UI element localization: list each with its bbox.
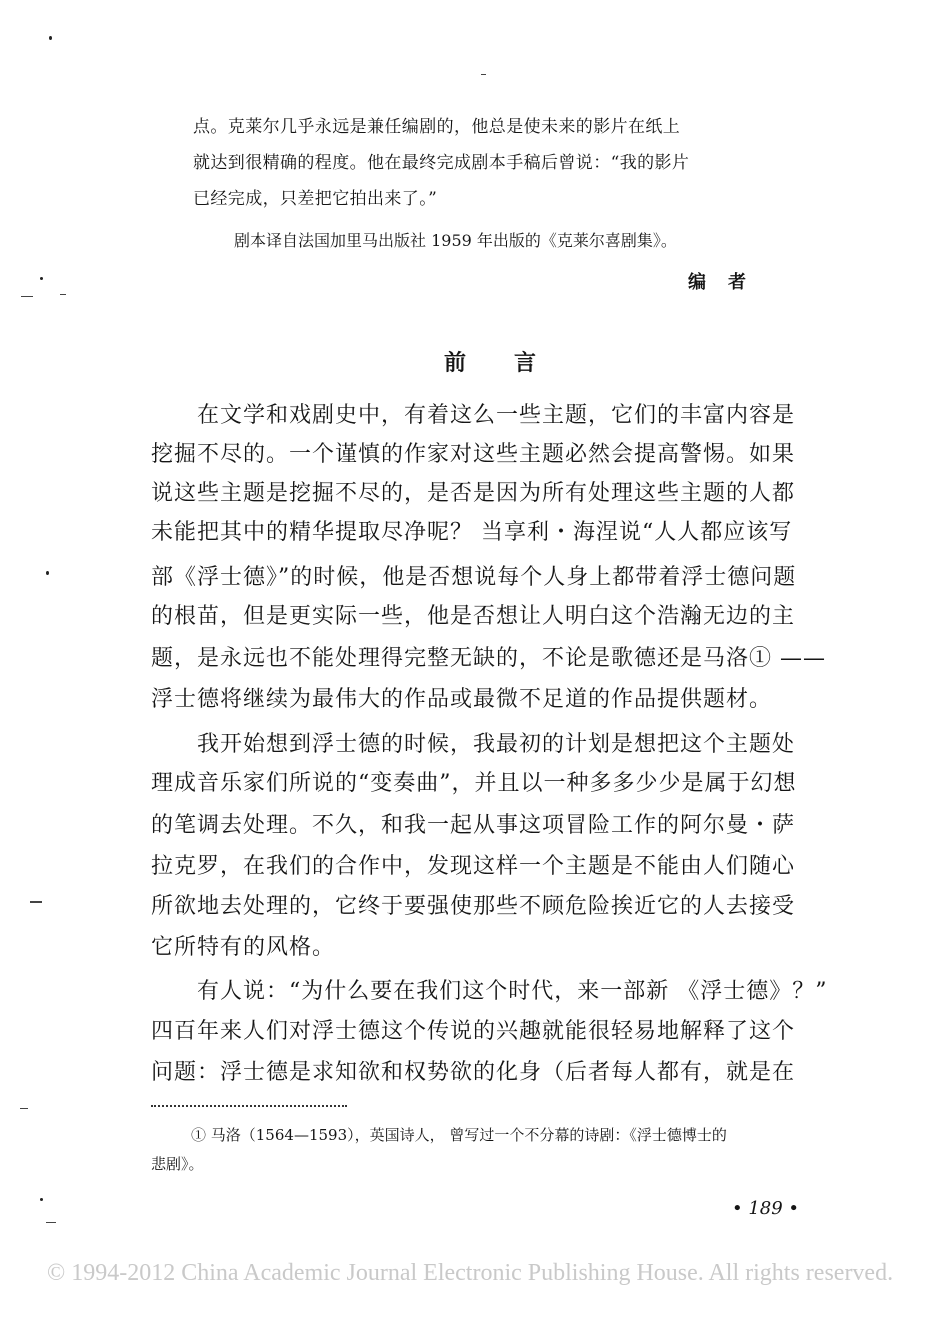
footnote-divider <box>151 1105 347 1111</box>
source-note: 剧本译自法国加里马出版社 1959 年出版的《克莱尔喜剧集》。 <box>234 231 677 250</box>
body-line: 问题：浮士德是求知欲和权势欲的化身（后者每人都有，就是在 <box>151 1060 796 1085</box>
scan-speck <box>30 901 42 903</box>
scan-speck <box>20 1108 28 1109</box>
scan-speck <box>40 277 43 280</box>
body-line: 理成音乐家们所说的“变奏曲”，并且以一种多多少少是属于幻想 <box>151 771 797 796</box>
footnote-line: ① 马洛（1564—1593），英国诗人， 曾写过一个不分幕的诗剧：《浮士德博士的 <box>191 1126 727 1144</box>
body-line: 四百年来人们对浮士德这个传说的兴趣就能很轻易地解释了这个 <box>151 1019 796 1044</box>
body-line: 的笔调去处理。不久，和我一起从事这项冒险工作的阿尔曼・萨 <box>151 813 796 838</box>
body-line: 挖掘不尽的。一个谨慎的作家对这些主题必然会提高警惕。如果 <box>151 442 796 467</box>
body-line: 有人说：“为什么要在我们这个时代，来一部新 《浮士德》？” <box>197 979 828 1004</box>
copyright-watermark: © 1994-2012 China Academic Journal Electronic Publishing House. All rights reserved. <box>47 1260 894 1286</box>
body-line: 在文学和戏剧史中，有着这么一些主题，它们的丰富内容是 <box>197 403 796 428</box>
body-line: 部《浮士德》”的时候，他是否想说每个人身上都带着浮士德问题 <box>151 565 797 590</box>
body-line: 题，是永远也不能处理得完整无缺的，不论是歌德还是马洛① —— <box>151 646 826 671</box>
body-line: 拉克罗，在我们的合作中，发现这样一个主题是不能由人们随心 <box>151 854 796 879</box>
footnote-line: 悲剧》。 <box>151 1155 204 1173</box>
scan-speck <box>46 1222 56 1223</box>
body-line: 的根苗，但是更实际一些，他是否想让人明白这个浩瀚无边的主 <box>151 604 796 629</box>
scan-speck <box>481 74 486 75</box>
scan-speck <box>46 571 49 575</box>
scan-speck <box>49 36 52 40</box>
body-line: 浮士德将继续为最伟大的作品或最微不足道的作品提供题材。 <box>151 687 773 712</box>
intro-line: 就达到很精确的程度。他在最终完成剧本手稿后曾说：“我的影片 <box>193 153 690 173</box>
body-line: 未能把其中的精华提取尽净呢？ 当享利・海涅说“人人都应该写 <box>151 520 793 545</box>
page-number: • 189 • <box>732 1198 800 1219</box>
scan-speck <box>60 294 66 295</box>
scan-speck <box>40 1198 43 1201</box>
body-line: 它所特有的风格。 <box>151 935 336 960</box>
body-line: 说这些主题是挖掘不尽的，是否是因为所有处理这些主题的人都 <box>151 481 796 506</box>
intro-line: 已经完成，只差把它拍出来了。” <box>193 189 438 209</box>
scan-speck <box>21 296 33 297</box>
section-title: 前言 <box>444 350 585 376</box>
intro-line: 点。克莱尔几乎永远是兼任编剧的，他总是使未来的影片在纸上 <box>193 117 681 137</box>
body-line: 我开始想到浮士德的时候，我最初的计划是想把这个主题处 <box>197 732 796 757</box>
body-line: 所欲地去处理的，它终于要强使那些不顾危险挨近它的人去接受 <box>151 894 796 919</box>
editor-signature: 编者 <box>688 272 768 293</box>
